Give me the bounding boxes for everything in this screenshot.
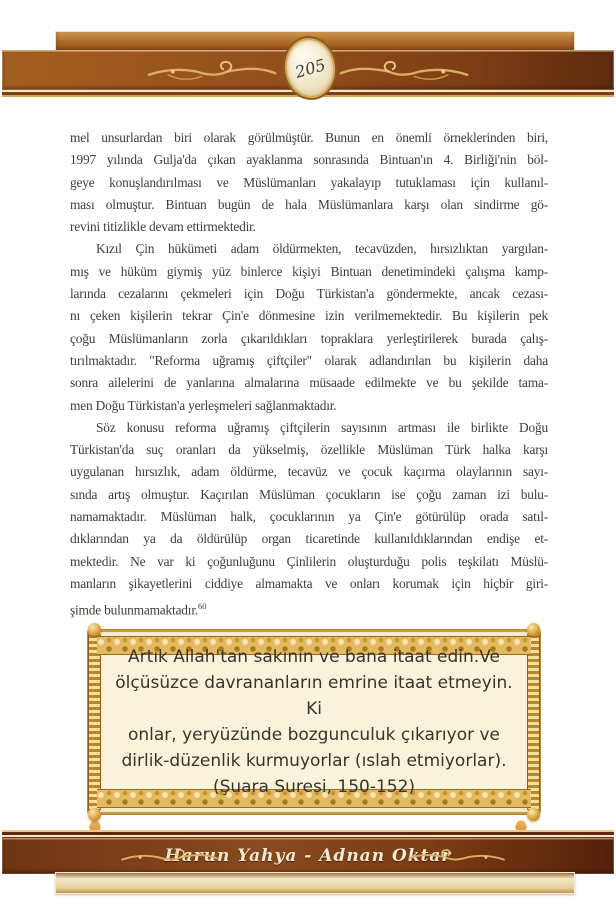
- footer-title: Harun Yahya - Adnan Oktar: [164, 846, 452, 866]
- bottom-frame-band: [2, 838, 614, 874]
- quote-frame-column: [527, 632, 540, 812]
- text-line: sonra ailelerini de yanlarına almalarına müsaade edilmekte ve bu şekilde tama-: [70, 375, 548, 391]
- page-number: 205: [292, 54, 328, 82]
- finial-knob-icon: [527, 623, 540, 636]
- bottom-frame-lower-bar: [55, 872, 575, 894]
- text-line: Söz konusu reforma uğramış çiftçilerin sayısının artması ile birlikte Doğu: [96, 419, 548, 435]
- text-line: mış ve hüküm giymiş yüz binlerce kişiyi Bintuan denetimindeki çalışma kamp-: [70, 263, 548, 279]
- text-line: revini titizlikle devam ettirmektedir.: [70, 219, 256, 235]
- finial-knob-icon: [88, 623, 101, 636]
- quote-line: dirlik-düzenlik kurmuyorlar (ıslah etmiyorlar).: [121, 751, 507, 771]
- text-line: Türkistan'da suç oranları da yükselmiş, özellikle Müslüman Türk halka karşı: [70, 442, 548, 458]
- quote-text: [110, 647, 518, 797]
- text-line: tırılmaktadır. "Reforma uğramış çiftçiler" olarak adlandırılan bu kişilerin daha: [70, 352, 548, 368]
- text-line: geye konuşlandırılması ve Müslümanları yakalayıp tutuklaması için kullanıl-: [70, 174, 548, 190]
- finial-knob-icon: [88, 808, 101, 821]
- footnote-ref: 60: [198, 601, 207, 612]
- body-text: [70, 127, 548, 622]
- quote-frame-column: [88, 632, 101, 812]
- finial-knob-icon: [527, 808, 540, 821]
- quote-box: [88, 630, 540, 814]
- text-line: larında cezalarını çekmeleri için Doğu Türkistan'a göndermekte, ancak cezası-: [70, 286, 548, 302]
- text-line: uygulanan hırsızlık, adam öldürme, tecavüz ve çocuk kaçırma olaylarının sayı-: [70, 464, 548, 480]
- scroll-flourish-icon: [132, 54, 292, 86]
- text-line: nı çeken kişilerin tekrar Çin'e dönmesine izin verilmemektedir. Bu kişilerin pek: [70, 308, 548, 324]
- bottom-frame-rule-lines: [2, 830, 614, 838]
- text-line: men Doğu Türkistan'a yerleşmeleri sağlanmaktadır.: [70, 397, 337, 413]
- text-line: manların şikayetlerini ciddiye almamakta ve onları korumak için hiçbir giri-: [70, 575, 548, 591]
- text-line: çoğu Müslümanların zorla çıkarıldıkları topraklara yerleştirilerek burada çalış-: [70, 330, 548, 346]
- quote-lines: [110, 644, 518, 774]
- quote-source: (Şuara Suresi, 150-152): [212, 777, 416, 797]
- scroll-flourish-icon: [324, 54, 484, 86]
- text-line: Kızıl Çin hükümeti adam öldürmekten, tecavüzden, hırsızlıktan yargılan-: [96, 241, 548, 257]
- text-line: mel unsurlardan biri olarak görülmüştür. Bunun en önemli örneklerinden biri,: [70, 130, 548, 145]
- quote-line: onlar, yeryüzünde bozgunculuk çıkarıyor ve: [127, 725, 501, 745]
- text-line: 1997 yılında Gulja'da çıkan ayaklanma sonrasında Bintuan'ın 4. Birliği'nin böl-: [70, 152, 548, 168]
- text-line: namamaktadır. Müslüman halk, çocuklarının ya Çin'e götürülüp orada satıl-: [70, 509, 548, 525]
- text-line: şimde bulunmamaktadır.$^{60}$: [70, 601, 207, 618]
- text-line: dıklarından ya da öldürülüp organ ticaretinde kullanıldıklarından endişe et-: [70, 531, 548, 547]
- text-line: sında artış olmuştur. Kaçırılan Müslüman çocukların ise çoğu zaman izi bulu-: [70, 486, 548, 502]
- text-line: mektedir. Ne var ki çoğunluğunu Çinlilerin oluşturduğu polis teşkilatı Müslü-: [70, 553, 548, 569]
- quote-line: Artık Allah'tan sakının ve bana itaat edin.Ve: [128, 647, 500, 667]
- quote-line: ölçüsüzce davrananların emrine itaat etmeyin. Ki: [115, 673, 513, 719]
- text-line: ması olmuştur. Bintuan bugün de hala Müslümanlara karşı olan sindirme gö-: [70, 196, 548, 212]
